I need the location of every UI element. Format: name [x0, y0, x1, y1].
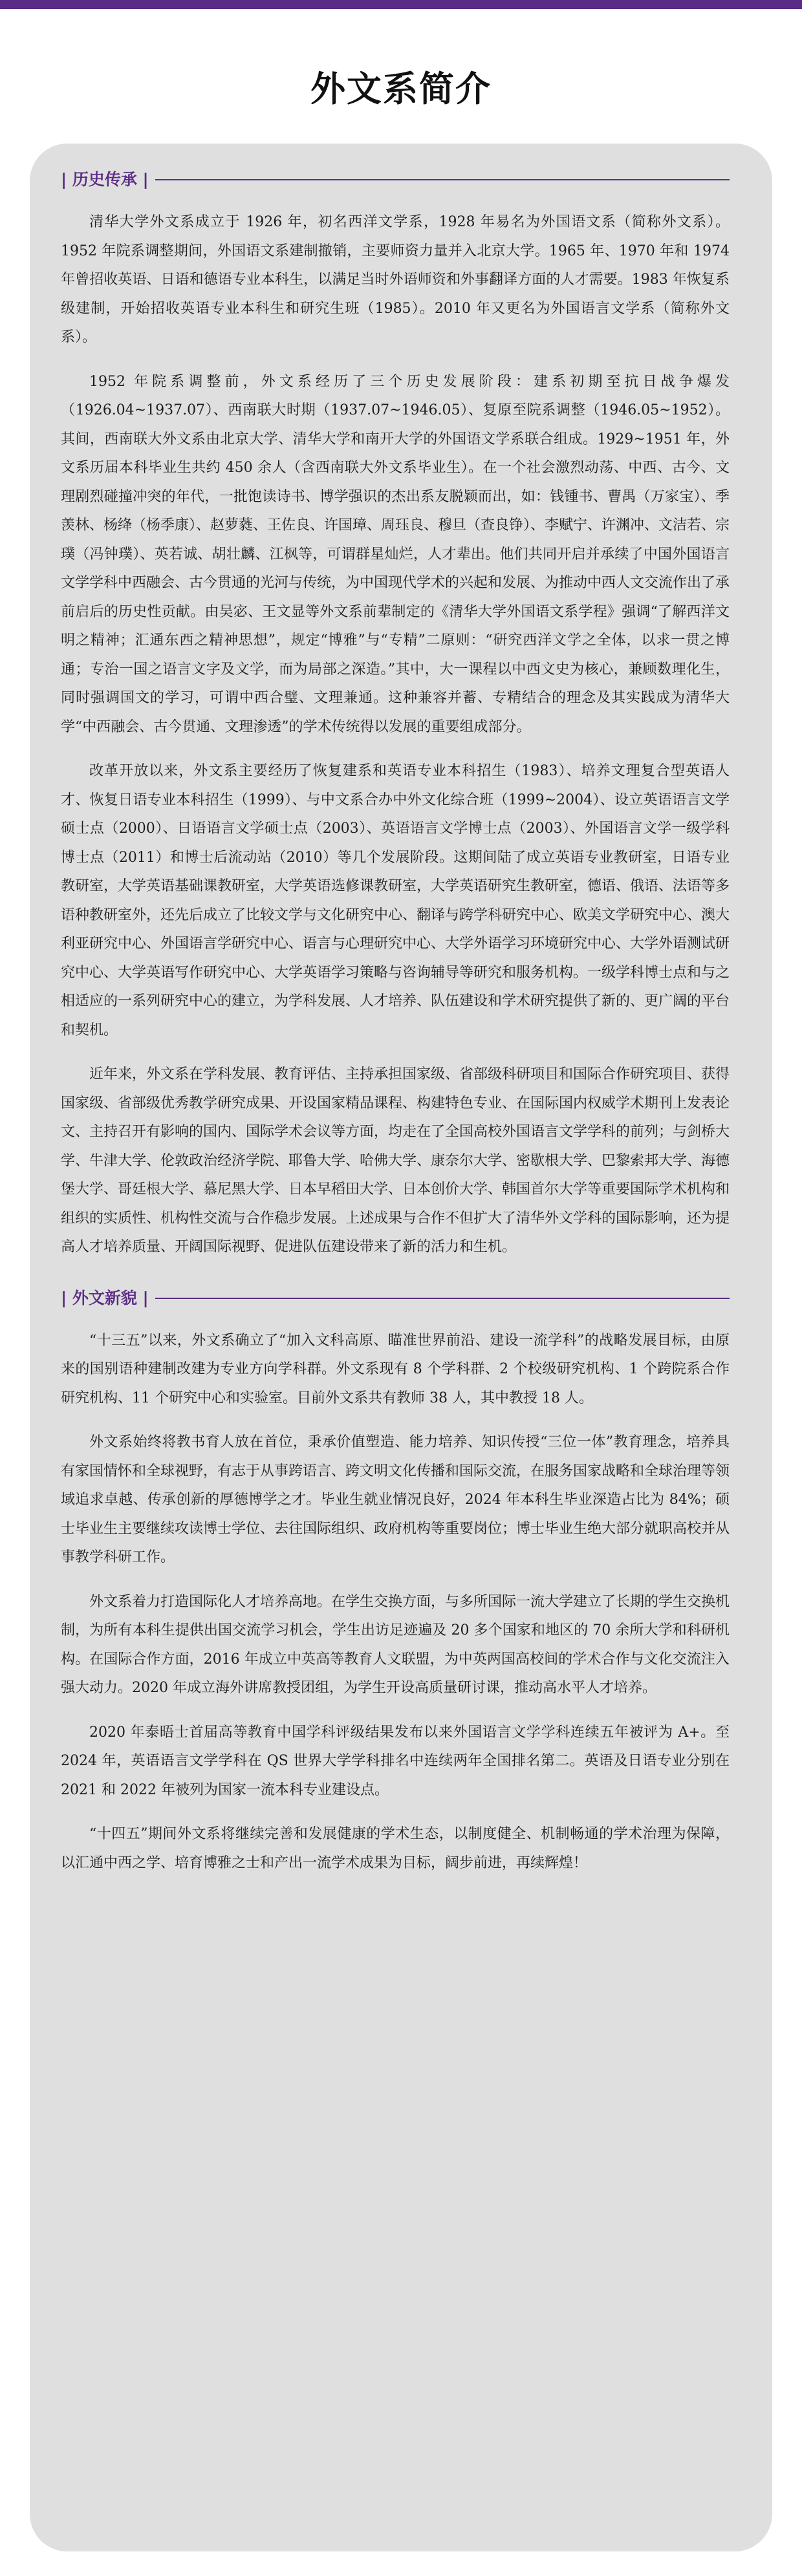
- new-look-paragraph-3: 外文系着力打造国际化人才培养高地。在学生交换方面，与多所国际一流大学建立了长期的学生交换机制，为所有本科生提供出国交流学习机会，学生出访足迹遍及 20 多个国家和地区的 70 余所大学和科研机构。在国际合作方面，2016 年成立中英高等教育人文联盟，为中英两国高校间的学术合作与文化交流注入强大动力。2020 年成立海外讲席教授团组，为学生开设高质量研讨课，推动高水平人才培养。: [61, 1593, 730, 1696]
- content-card: [30, 144, 772, 2551]
- new-look-paragraph-2: 外文系始终将教书育人放在首位，秉承价值塑造、能力培养、知识传授“三位一体”教育理念，培养具有家国情怀和全球视野，有志于从事跨语言、跨文明文化传播和国际交流，在服务国家战略和全球治理等领域追求卓越、传承创新的厚德博学之才。毕业生就业情况良好，2024 年本科生毕业深造占比为 84%；硕士毕业生主要继续攻读博士学位、去往国际组织、政府机构等重要岗位；博士毕业生绝大部分就职高校并从事教学科研工作。: [61, 1434, 730, 1565]
- history-paragraph-3: 改革开放以来，外文系主要经历了恢复建系和英语专业本科招生（1983）、培养文理复合型英语人才、恢复日语专业本科招生（1999）、与中文系合办中外文化综合班（1999~2004）、设立英语语言文学硕士点（2000）、日语语言文学硕士点（2003）、英语语言文学博士点（2003）、外国语言文学一级学科博士点（2011）和博士后流动站（2010）等几个发展阶段。这期间陆了成立英语专业教研室，日语专业教研室，大学英语基础课教研室，大学英语选修课教研室，大学英语研究生教研室，德语、俄语、法语等多语种教研室外，还先后成立了比较文学与文化研究中心、翻译与跨学科研究中心、欧美文学研究中心、澳大利亚研究中心、外国语言学研究中心、语言与心理研究中心、大学外语学习环境研究中心、大学外语测试研究中心、大学英语写作研究中心、大学英语学习策略与咨询辅导等研究和服务机构。一级学科博士点和与之相适应的一系列研究中心的建立，为学科发展、人才培养、队伍建设和学术研究提供了新的、更广阔的平台和契机。: [61, 763, 730, 1038]
- history-paragraph-2: 1952 年院系调整前，外文系经历了三个历史发展阶段：建系初期至抗日战争爆发（1926.04~1937.07）、西南联大时期（1937.07~1946.05）、复原至院系调整（1946.05~1952）。其间，西南联大外文系由北京大学、清华大学和南开大学的外国语文学系联合组成。1929~1951 年，外文系历届本科毕业生共约 450 余人（含西南联大外文系毕业生）。在一个社会激烈动荡、中西、古今、文理剧烈碰撞冲突的年代，一批饱读诗书、博学强识的杰出系友脱颖而出，如：钱锺书、曹禺（万家宝）、季羡林、杨绛（杨季康）、赵萝蕤、王佐良、许国璋、周珏良、穆旦（查良铮）、李赋宁、许渊冲、文洁若、宗璞（冯钟璞）、英若诚、胡壮麟、江枫等，可谓群星灿烂，人才辈出。他们共同开启并承续了中国外国语言文学学科中西融会、古今贯通的光河与传统，为中国现代学术的兴起和发展、为推动中西人文交流作出了承前启后的历史性贡献。由吴宓、王文显等外文系前辈制定的《清华大学外国语文系学程》强调“了解西洋文明之精神；汇通东西之精神思想”，规定“博雅”与“专精”二原则：“研究西洋文学之全体，以求一贯之博通；专治一国之语言文字及文学，而为局部之深造。”其中，大一课程以中西文史为核心，兼顾数理化生，同时强调国文的学习，可谓中西合璧、文理兼通。这种兼容并蓄、专精结合的理念及其实践成为清华大学“中西融会、古今贯通、文理渗透”的学术传统得以发展的重要组成部分。: [61, 373, 730, 735]
- history-paragraph-1: 清华大学外文系成立于 1926 年，初名西洋文学系，1928 年易名为外国语文系（简称外文系）。1952 年院系调整期间，外国语文系建制撤销，主要师资力量并入北京大学。1965 年、1970 年和 1974 年曾招收英语、日语和德语专业本科生，以满足当时外语师资和外事翻译方面的人才需要。1983 年恢复系级建制，开始招收英语专业本科生和研究生班（1985）。2010 年又更名为外国语言文学系（简称外文系）。: [61, 214, 730, 345]
- section-divider: [155, 179, 730, 180]
- section-label-history: | 历史传承 |: [61, 170, 149, 189]
- new-look-paragraph-4: 2020 年泰晤士首届高等教育中国学科评级结果发布以来外国语言文学学科连续五年被评为 A+。至 2024 年，英语语言文学学科在 QS 世界大学学科排名中连续两年全国排名第二。英语及日语专业分别在 2021 和 2022 年被列为国家一流本科专业建设点。: [61, 1724, 730, 1798]
- section-heading-history: [61, 167, 730, 190]
- section-label-new-look: | 外文新貌 |: [61, 1288, 149, 1307]
- section-divider: [155, 1298, 730, 1299]
- new-look-paragraph-1: “十三五”以来，外文系确立了“加入文科高原、瞄准世界前沿、建设一流学科”的战略发展目标，由原来的国别语种建制改建为专业方向学科群。外文系现有 8 个学科群、2 个校级研究机构、1 个跨院系合作研究机构、11 个研究中心和实验室。目前外文系共有教师 38 人，其中教授 18 人。: [61, 1332, 730, 1406]
- page-title: 外文系简介: [310, 69, 492, 109]
- top-accent-bar: [0, 0, 802, 9]
- history-paragraph-4: 近年来，外文系在学科发展、教育评估、主持承担国家级、省部级科研项目和国际合作研究项目、获得国家级、省部级优秀教学研究成果、开设国家精品课程、构建特色专业、在国际国内权威学术期刊上发表论文、主持召开有影响的国内、国际学术会议等方面，均走在了全国高校外国语言文学学科的前列；与剑桥大学、牛津大学、伦敦政治经济学院、耶鲁大学、哈佛大学、康奈尔大学、密歇根大学、巴黎索邦大学、海德堡大学、哥廷根大学、慕尼黑大学、日本早稻田大学、日本创价大学、韩国首尔大学等重要国际学术机构和组织的实质性、机构性交流与合作稳步发展。上述成果与合作不但扩大了清华外文学科的国际影响，还为提高人才培养质量、开阔国际视野、促进队伍建设带来了新的活力和生机。: [61, 1066, 730, 1255]
- section-heading-new-look: [61, 1285, 730, 1309]
- new-look-paragraph-5: “十四五”期间外文系将继续完善和发展健康的学术生态，以制度健全、机制畅通的学术治理为保障，以汇通中西之学、培育博雅之士和产出一流学术成果为目标，阔步前进，再续辉煌！: [61, 1826, 730, 1871]
